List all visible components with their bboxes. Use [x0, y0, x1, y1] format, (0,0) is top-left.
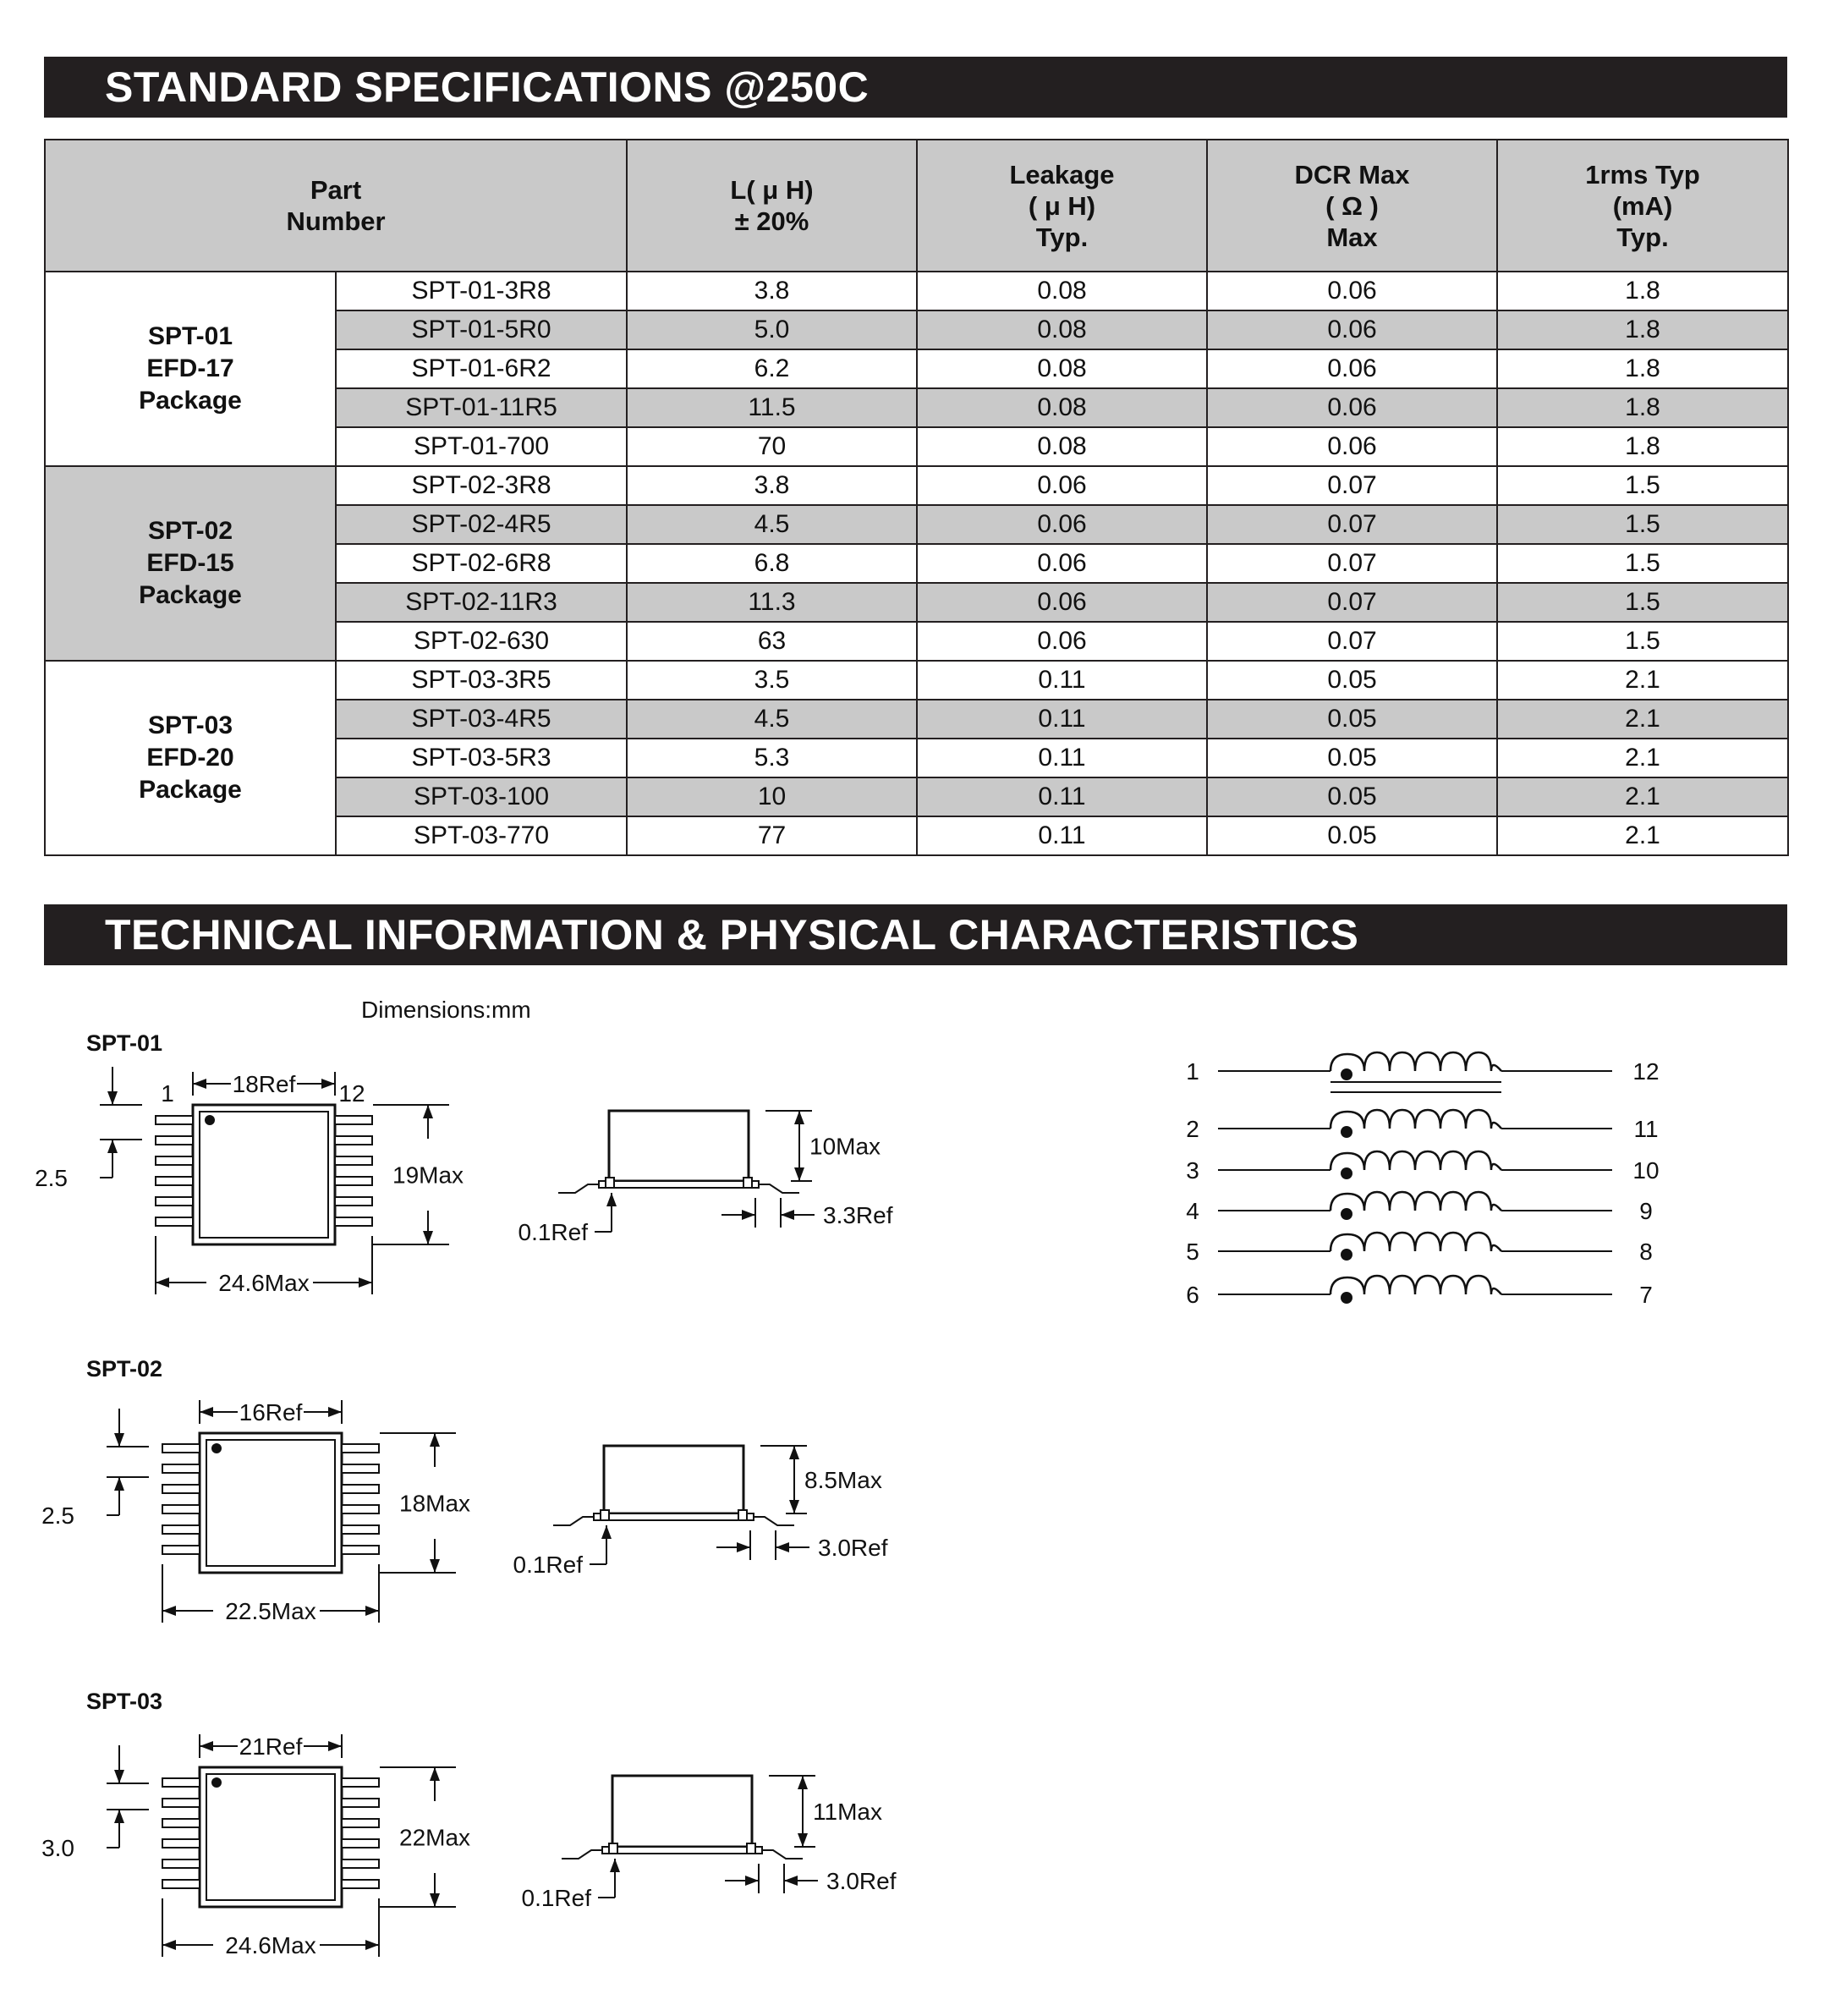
leakage-cell: 0.11	[917, 700, 1207, 739]
pin-right	[342, 1799, 379, 1807]
header-inductance: L( μ H) ± 20%	[627, 140, 917, 272]
pin-left	[162, 1839, 200, 1848]
package-body-side	[612, 1776, 752, 1847]
arrowhead	[328, 1407, 342, 1417]
arrowhead	[107, 1091, 118, 1105]
dcr-cell: 0.06	[1207, 427, 1497, 466]
polarity-dot	[1341, 1167, 1352, 1179]
package-base-plate	[594, 1513, 754, 1520]
pin-left	[162, 1525, 200, 1534]
pin-right	[342, 1859, 379, 1868]
lead-left	[553, 1517, 594, 1525]
schematic-pin-left: 5	[1186, 1239, 1199, 1265]
dcr-cell: 0.06	[1207, 388, 1497, 427]
pin-right	[342, 1444, 379, 1453]
inductance-cell: 6.8	[627, 544, 917, 583]
width-ref-label: 18Ref	[232, 1071, 296, 1097]
schematic-pin-right: 11	[1633, 1116, 1659, 1142]
dcr-cell: 0.05	[1207, 816, 1497, 855]
pitch-label: 2.5	[35, 1165, 68, 1191]
pin-right	[335, 1197, 372, 1206]
pin-right	[342, 1778, 379, 1787]
inductance-cell: 3.5	[627, 661, 917, 700]
lead-left	[558, 1184, 599, 1193]
winding-coil	[1330, 1276, 1501, 1294]
arrowhead	[742, 1210, 755, 1220]
inductance-cell: 3.8	[627, 272, 917, 310]
arrowhead	[430, 1559, 440, 1573]
leakage-cell: 0.06	[917, 544, 1207, 583]
height-label: 18Max	[399, 1490, 471, 1517]
lead-foot	[601, 1510, 609, 1520]
winding-coil	[1330, 1151, 1501, 1170]
irms-cell: 1.5	[1497, 622, 1788, 661]
pin-right	[335, 1217, 372, 1226]
arrowhead	[776, 1542, 789, 1552]
dcr-cell: 0.05	[1207, 700, 1497, 739]
part-number-cell: SPT-01-700	[336, 427, 627, 466]
package-group-label: SPT-01 EFD-17 Package	[45, 272, 336, 466]
pin1-dot	[211, 1777, 222, 1788]
arrowhead	[737, 1542, 750, 1552]
lead-foot	[606, 1178, 614, 1188]
dcr-cell: 0.06	[1207, 310, 1497, 349]
polarity-dot	[1341, 1126, 1352, 1138]
part-number-cell: SPT-03-100	[336, 777, 627, 816]
dcr-cell: 0.06	[1207, 272, 1497, 310]
standoff-label: 0.1Ref	[513, 1552, 583, 1578]
width-ref-label: 21Ref	[239, 1733, 303, 1760]
polarity-dot	[1341, 1208, 1352, 1220]
irms-cell: 2.1	[1497, 700, 1788, 739]
arrowhead	[798, 1833, 808, 1847]
pin-right	[342, 1839, 379, 1848]
schematic-pin-left: 2	[1186, 1116, 1199, 1142]
irms-cell: 2.1	[1497, 777, 1788, 816]
arrowhead	[794, 1167, 804, 1181]
irms-cell: 1.8	[1497, 388, 1788, 427]
part-number-cell: SPT-01-3R8	[336, 272, 627, 310]
inductance-cell: 4.5	[627, 505, 917, 544]
package-body-side	[604, 1446, 743, 1513]
inductance-cell: 5.3	[627, 739, 917, 777]
dcr-cell: 0.07	[1207, 544, 1497, 583]
standoff-label: 0.1Ref	[521, 1885, 591, 1911]
winding-coil	[1330, 1110, 1501, 1129]
width-ref-label: 16Ref	[239, 1399, 303, 1425]
side-height-label: 11Max	[813, 1799, 882, 1825]
leakage-cell: 0.11	[917, 816, 1207, 855]
part-number-cell: SPT-01-5R0	[336, 310, 627, 349]
irms-cell: 1.5	[1497, 505, 1788, 544]
pin-left	[156, 1197, 193, 1206]
lead-right	[754, 1517, 794, 1525]
lead-length-label: 3.3Ref	[823, 1202, 893, 1228]
overall-width-label: 24.6Max	[218, 1270, 310, 1296]
arrowhead	[200, 1407, 213, 1417]
polarity-dot	[1341, 1249, 1352, 1261]
inductance-cell: 5.0	[627, 310, 917, 349]
irms-cell: 2.1	[1497, 816, 1788, 855]
header-irms: 1rms Typ (mA) Typ.	[1497, 140, 1788, 272]
arrowhead	[798, 1776, 808, 1789]
arrowhead	[114, 1770, 124, 1783]
package-body-inner	[200, 1112, 328, 1238]
arrowhead	[789, 1500, 799, 1513]
overall-width-label: 22.5Max	[225, 1598, 316, 1624]
schematic-pin-left: 3	[1186, 1157, 1199, 1184]
package-base-plate	[599, 1181, 759, 1188]
polarity-dot	[1341, 1292, 1352, 1304]
irms-cell: 1.5	[1497, 583, 1788, 622]
arrowhead	[423, 1231, 433, 1244]
pin-right	[342, 1880, 379, 1888]
lead-length-label: 3.0Ref	[818, 1535, 888, 1561]
arrowhead	[107, 1140, 118, 1153]
package-body-top	[193, 1105, 335, 1244]
schematic-pin-right: 12	[1632, 1058, 1660, 1085]
lead-right	[762, 1850, 803, 1859]
schematic-pin-left: 6	[1186, 1282, 1199, 1308]
pin-left	[162, 1546, 200, 1554]
part-number-cell: SPT-02-11R3	[336, 583, 627, 622]
package-group-label: SPT-03 EFD-20 Package	[45, 661, 336, 855]
pin-left	[156, 1217, 193, 1226]
pin-left	[162, 1819, 200, 1827]
package-group-label: SPT-02 EFD-15 Package	[45, 466, 336, 661]
dcr-cell: 0.07	[1207, 466, 1497, 505]
pin-right	[342, 1464, 379, 1473]
inductance-cell: 11.3	[627, 583, 917, 622]
package-body-inner	[206, 1440, 335, 1566]
dcr-cell: 0.05	[1207, 777, 1497, 816]
pin-left	[156, 1177, 193, 1185]
part-number-cell: SPT-01-11R5	[336, 388, 627, 427]
header-dcr: DCR Max ( Ω ) Max	[1207, 140, 1497, 272]
lead-right	[759, 1184, 799, 1193]
winding-coil	[1330, 1052, 1501, 1071]
package-body-top	[200, 1767, 342, 1907]
leakage-cell: 0.11	[917, 777, 1207, 816]
arrowhead	[162, 1606, 176, 1616]
pin-right	[335, 1177, 372, 1185]
pin-right	[335, 1156, 372, 1165]
irms-cell: 1.8	[1497, 349, 1788, 388]
arrowhead	[365, 1606, 379, 1616]
pin-right	[342, 1485, 379, 1493]
part-number-cell: SPT-02-3R8	[336, 466, 627, 505]
package-title-spt02: SPT-02	[86, 1356, 163, 1382]
irms-cell: 1.5	[1497, 544, 1788, 583]
arrowhead	[328, 1741, 342, 1751]
inductance-cell: 10	[627, 777, 917, 816]
winding-coil	[1330, 1192, 1501, 1211]
package-base-plate	[602, 1847, 762, 1854]
arrowhead	[745, 1876, 759, 1886]
part-number-cell: SPT-01-6R2	[336, 349, 627, 388]
part-number-cell: SPT-02-4R5	[336, 505, 627, 544]
height-label: 19Max	[392, 1162, 464, 1189]
irms-cell: 1.8	[1497, 310, 1788, 349]
polarity-dot	[1341, 1068, 1352, 1080]
pin-number-label: 12	[338, 1080, 365, 1107]
arrowhead	[193, 1079, 206, 1089]
part-number-cell: SPT-02-630	[336, 622, 627, 661]
irms-cell: 2.1	[1497, 661, 1788, 700]
pin-left	[162, 1859, 200, 1868]
inductance-cell: 63	[627, 622, 917, 661]
leakage-cell: 0.11	[917, 661, 1207, 700]
standoff-label: 0.1Ref	[518, 1219, 588, 1245]
leakage-cell: 0.08	[917, 427, 1207, 466]
pin-right	[342, 1819, 379, 1827]
package-body-top	[200, 1433, 342, 1573]
package-body-inner	[206, 1774, 335, 1900]
height-label: 22Max	[399, 1824, 471, 1851]
arrowhead	[601, 1525, 612, 1539]
leakage-cell: 0.08	[917, 310, 1207, 349]
arrowhead	[430, 1893, 440, 1907]
arrowhead	[114, 1433, 124, 1447]
dcr-cell: 0.07	[1207, 505, 1497, 544]
schematic-pin-right: 10	[1632, 1157, 1660, 1184]
pin-left	[162, 1485, 200, 1493]
lead-left	[562, 1850, 602, 1859]
side-height-label: 8.5Max	[804, 1467, 882, 1493]
inductance-cell: 3.8	[627, 466, 917, 505]
pitch-label: 3.0	[41, 1835, 74, 1861]
pitch-label: 2.5	[41, 1502, 74, 1529]
schematic-pin-right: 7	[1639, 1282, 1653, 1308]
specs-banner: STANDARD SPECIFICATIONS @250C	[44, 57, 1787, 118]
arrowhead	[430, 1767, 440, 1781]
leakage-cell: 0.06	[917, 466, 1207, 505]
dcr-cell: 0.05	[1207, 739, 1497, 777]
irms-cell: 2.1	[1497, 739, 1788, 777]
arrowhead	[423, 1105, 433, 1118]
pin-left	[162, 1880, 200, 1888]
irms-cell: 1.8	[1497, 427, 1788, 466]
inductance-cell: 4.5	[627, 700, 917, 739]
inductance-cell: 11.5	[627, 388, 917, 427]
arrowhead	[365, 1940, 379, 1950]
header-part-number: Part Number	[45, 140, 627, 272]
leakage-cell: 0.06	[917, 583, 1207, 622]
pin-right	[342, 1546, 379, 1554]
leakage-cell: 0.08	[917, 388, 1207, 427]
inductance-cell: 77	[627, 816, 917, 855]
leakage-cell: 0.06	[917, 505, 1207, 544]
leakage-cell: 0.08	[917, 272, 1207, 310]
inductance-cell: 70	[627, 427, 917, 466]
schematic-pin-right: 9	[1639, 1198, 1653, 1224]
dcr-cell: 0.05	[1207, 661, 1497, 700]
lead-length-label: 3.0Ref	[826, 1868, 897, 1894]
schematic-pin-left: 1	[1186, 1058, 1199, 1085]
arrowhead	[430, 1433, 440, 1447]
part-number-cell: SPT-02-6R8	[336, 544, 627, 583]
package-body-side	[609, 1111, 749, 1181]
lead-foot	[747, 1843, 755, 1854]
lead-foot	[738, 1510, 747, 1520]
schematic-pin-left: 4	[1186, 1198, 1199, 1224]
pin-right	[335, 1116, 372, 1124]
arrowhead	[156, 1277, 169, 1288]
lead-foot	[609, 1843, 617, 1854]
leakage-cell: 0.11	[917, 739, 1207, 777]
lead-foot	[743, 1178, 752, 1188]
dcr-cell: 0.07	[1207, 622, 1497, 661]
pin-right	[342, 1525, 379, 1534]
arrowhead	[321, 1079, 335, 1089]
inductance-cell: 6.2	[627, 349, 917, 388]
pin1-dot	[205, 1115, 215, 1125]
part-number-cell: SPT-03-5R3	[336, 739, 627, 777]
leakage-cell: 0.08	[917, 349, 1207, 388]
arrowhead	[359, 1277, 372, 1288]
arrowhead	[789, 1446, 799, 1459]
winding-coil	[1330, 1233, 1501, 1251]
dimensions-note: Dimensions:mm	[361, 997, 531, 1023]
pin-right	[342, 1505, 379, 1513]
leakage-cell: 0.06	[917, 622, 1207, 661]
package-title-spt03: SPT-03	[86, 1689, 163, 1714]
part-number-cell: SPT-03-770	[336, 816, 627, 855]
package-title-spt01: SPT-01	[86, 1030, 163, 1056]
arrowhead	[162, 1940, 176, 1950]
overall-width-label: 24.6Max	[225, 1932, 316, 1958]
part-number-cell: SPT-03-3R5	[336, 661, 627, 700]
part-number-cell: SPT-03-4R5	[336, 700, 627, 739]
arrowhead	[114, 1810, 124, 1823]
pin1-dot	[211, 1443, 222, 1453]
side-height-label: 10Max	[809, 1133, 881, 1160]
pin-left	[162, 1778, 200, 1787]
arrowhead	[114, 1477, 124, 1491]
irms-cell: 1.5	[1497, 466, 1788, 505]
arrowhead	[606, 1193, 617, 1206]
pin-left	[156, 1136, 193, 1145]
schematic-pin-right: 8	[1639, 1239, 1653, 1265]
pin-left	[156, 1116, 193, 1124]
pin-left	[162, 1464, 200, 1473]
pin-left	[156, 1156, 193, 1165]
pin-left	[162, 1799, 200, 1807]
dcr-cell: 0.06	[1207, 349, 1497, 388]
irms-cell: 1.8	[1497, 272, 1788, 310]
pin-left	[162, 1444, 200, 1453]
dcr-cell: 0.07	[1207, 583, 1497, 622]
pin-left	[162, 1505, 200, 1513]
header-leakage: Leakage ( μ H) Typ.	[917, 140, 1207, 272]
arrowhead	[781, 1210, 794, 1220]
arrowhead	[200, 1741, 213, 1751]
arrowhead	[794, 1111, 804, 1124]
arrowhead	[610, 1859, 620, 1872]
pin-number-label: 1	[161, 1080, 174, 1107]
pin-right	[335, 1136, 372, 1145]
tech-banner: TECHNICAL INFORMATION & PHYSICAL CHARACTERISTICS	[44, 904, 1787, 965]
arrowhead	[784, 1876, 798, 1886]
